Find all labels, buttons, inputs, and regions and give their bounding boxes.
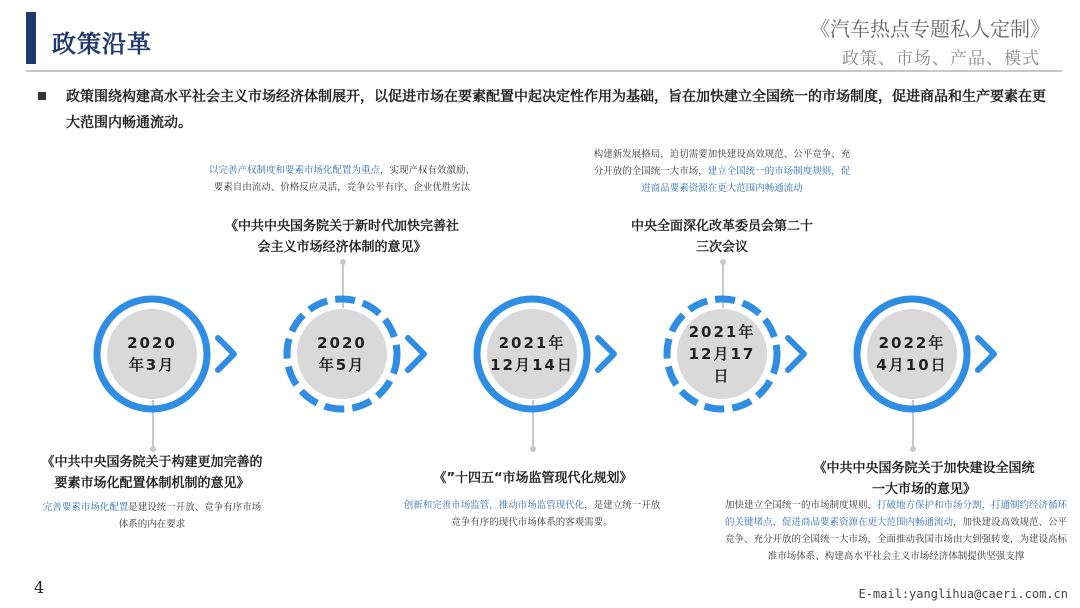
arrow-right-icon bbox=[978, 338, 994, 370]
node-date-3: 2021年 12月14日 bbox=[490, 334, 574, 374]
node-date-1: 2020 年3月 bbox=[127, 334, 177, 374]
node-date-5: 2022年 4月10日 bbox=[876, 334, 948, 374]
policy-desc-4: 构建新发展格局，迫切需要加快建设高效规范、公平竞争、充分开放的全国统一大市场，建立全国统一的市场制度规则，促进商品要素资源在更大范围内畅通流动 bbox=[593, 149, 851, 194]
node-date-4: 2021年 12月17 日 bbox=[688, 323, 756, 385]
policy-doc-title-1: 《中共中央国务院关于构建更加完善的要素市场化配置体制机制的意见》 bbox=[41, 455, 263, 491]
arrow-right-icon bbox=[408, 338, 424, 370]
stem-dot-2 bbox=[340, 259, 346, 265]
policy-doc-title-5: 《中共中央国务院关于加快建设全国统一大市场的意见》 bbox=[813, 461, 1035, 497]
policy-desc-5: 加快建立全国统一的市场制度规则，打破地方保护和市场分割，打通制约经济循环的关键堵点，促进商品要素资源在更大范围内畅通流动，加快建设高效规范、公平竞争、充分开放的全国统一大市场，全面推动我国市场由大到强转变，为建设高标准市场体系、构建高水平社会主义市场经济体制提供坚强支撑 bbox=[724, 500, 1068, 562]
stem-dot-3 bbox=[530, 446, 536, 452]
intro-text: 政策围绕构建高水平社会主义市场经济体制展开，以促进市场在要素配置中起决定性作用为基础，旨在加快建立全国统一的市场制度，促进商品和生产要素在更大范围内畅通流动。 bbox=[66, 89, 1046, 131]
title-accent-bar bbox=[26, 12, 36, 64]
page-title: 政策沿革 bbox=[52, 30, 152, 58]
timeline-node-3 bbox=[472, 294, 592, 414]
footer-email: E-mail:yanglihua@caeri.com.cn bbox=[858, 587, 1068, 601]
stem-dot-4 bbox=[720, 259, 726, 265]
brand-subtitle: 政策、市场、产品、模式 bbox=[842, 49, 1040, 69]
policy-desc-2: 以完善产权制度和要素市场化配置为重点，实现产权有效激励、要素自由流动、价格反应灵活，竞争公平有序、企业优胜劣汰 bbox=[208, 165, 476, 193]
arrow-right-icon bbox=[788, 338, 804, 370]
bullet-square-icon bbox=[38, 92, 46, 100]
stem-dot-5 bbox=[910, 446, 916, 452]
timeline-node-4 bbox=[662, 294, 782, 414]
policy-doc-title-2: 《中共中央国务院关于新时代加快完善社会主义市场经济体制的意见》 bbox=[224, 219, 459, 255]
policy-doc-title-3: 《”十四五“市场监管现代化规划》 bbox=[433, 471, 633, 486]
policy-desc-3: 创新和完善市场监管，推动市场监管现代化，是建立统一开放竞争有序的现代市场体系的客观需要。 bbox=[403, 500, 661, 528]
page-number: 4 bbox=[34, 578, 45, 597]
policy-doc-title-4: 中央全面深化改革委员会第二十三次会议 bbox=[630, 219, 813, 255]
policy-desc-1: 完善要素市场化配置是建设统一开放、竞争有序市场体系的内在要求 bbox=[42, 502, 262, 530]
header-divider bbox=[26, 70, 1062, 72]
arrow-right-icon bbox=[598, 338, 614, 370]
timeline-node-2 bbox=[282, 294, 402, 414]
timeline-node-5 bbox=[852, 294, 972, 414]
brand-title: 《汽车热点专题私人定制》 bbox=[810, 17, 1050, 41]
arrow-right-icon bbox=[218, 338, 234, 370]
node-date-2: 2020 年5月 bbox=[317, 334, 367, 374]
timeline-node-1 bbox=[92, 294, 212, 414]
